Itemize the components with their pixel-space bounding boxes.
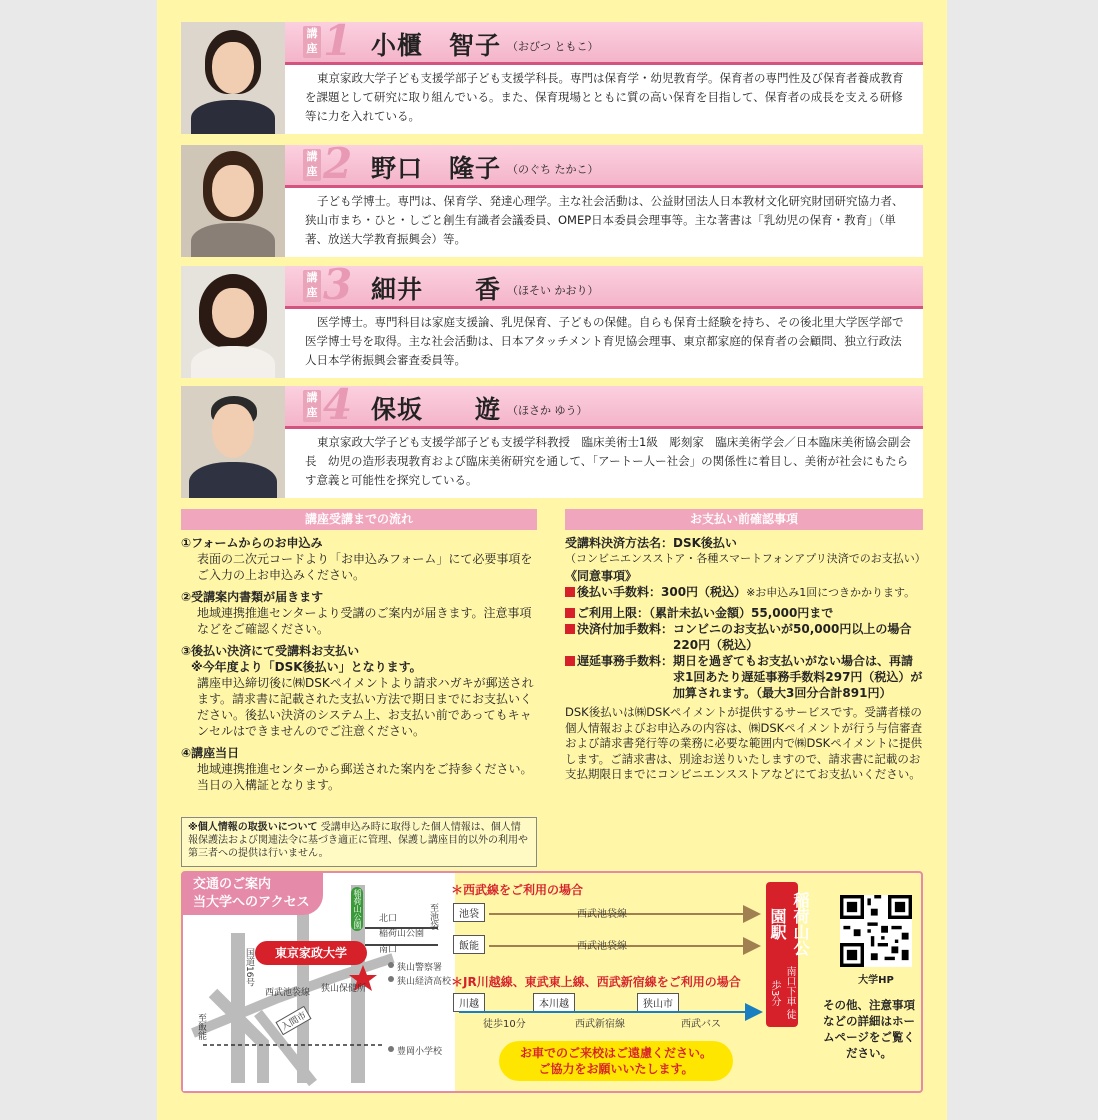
step-title: ②受講案内書類が届きます [181,590,324,604]
lecturer-photo [181,266,285,378]
car-notice [499,1041,733,1081]
step-title: ④講座当日 [181,746,240,760]
map-label-station: 稲荷山公園 [353,889,362,929]
access-title [183,873,323,915]
station-sub: 南口下車 徒歩3分 [769,966,795,1020]
red-bullet-icon [565,624,575,634]
station-honkawagoe: 本川越 [533,993,575,1012]
station-hanno: 飯能 [453,935,485,954]
lecturer-card [181,260,923,378]
lecturer-description: 東京家政大学子ども支援学部子ども支援学科教授 臨床美術士1級 彫刻家 臨床美術学会／日本臨床美術協会副会長 幼児の造形表現教育および臨床美術研究を通して、「アートー人ー社会」の関係性に着目し、美術が社会にもたらす意義と可能性を探究している。 [285,429,923,498]
lecturer-description: 医学博士。専門科目は家庭支援論、乳児保育、子どもの保健。自らも保育士経験を持ち、その後北里大学医学部で医学博士号を取得。主な社会活動は、日本アタッチメント育児協会理事、東京都家庭的保育者の会顧問、独立行政法人日本学術振興会審査委員等。 [285,309,923,378]
arrow-right-icon [743,905,761,923]
privacy-notice [181,817,537,867]
qr-code[interactable] [840,895,912,967]
privacy-body: 受講申込み時に取得した個人情報は、個人情報保護法および関連法令に基づき適正に管理、保護し講座目的以外の利用や第三者への提供は行いません。 [188,822,528,859]
bus-label: 西武バス [681,1019,721,1030]
map-label: 豊岡小学校 [397,1047,443,1057]
lecturer-name: 細井 香 [371,275,502,304]
dsk-note: DSK後払いは㈱DSKペイメントが提供するサービスです。受講者様の個人情報およびお申込みの内容は、㈱DSKペイメントが行う与信審査および請求書発行等の業務に必要な範囲内で㈱DSKペイメントに提供します。ご請求書は、別途お送りいたしますので、請求書に記載のお支払期限日までにコンビニエンスストアなどにてお支払いください。 [565,705,923,781]
access-map [183,873,455,1091]
arrow-right-icon [743,937,761,955]
lecturer-name: 小櫃 智子 [371,31,502,60]
qr-code-icon [840,895,912,967]
lecturer-ruby: （ほさか ゆう） [507,404,588,417]
step-body: 地域連携推進センターより受講のご案内が届きます。注意事項などをご確認ください。 [197,606,532,636]
arrow-right-icon [745,1003,763,1021]
limit: ご利用上限：（累計未払い金額）55,000円まで [577,606,834,620]
access-box [181,871,923,1093]
step-body: 表面の二次元コードより「お申込みフォーム」にて必要事項をご入力の上お申込みください。 [197,552,533,582]
step-note: ※今年度より「DSK後払い」となります。 [191,660,422,674]
payment-method: 受講料決済方法名：DSK後払い [565,536,737,550]
map-label: 稲荷山公園 [379,929,425,939]
shinjuku-line-label: 西武新宿線 [575,1019,625,1030]
seibu-route-title: ＊西武線をご利用の場合 [451,883,584,897]
lecture-number: 1 [323,16,353,65]
lecturer-photo [181,22,285,134]
lecturer-name-bar [285,380,923,429]
lecturer-description: 子ども学博士。専門は、保育学、発達心理学。主な社会活動は、公益財団法人日本教材文化研究財団研究協力者、狭山市まち・ひと・しごと創生有識者会議委員、OMEP日本委員会理事等。主な著書は「乳幼児の保育・教育」（単著、放送大学教育振興会）等。 [285,188,923,257]
consent-title: 《同意事項》 [565,569,638,583]
lecturer-card [181,139,923,257]
lecturer-name: 保坂 遊 [371,395,502,424]
map-label: 狭山警察署 [397,963,443,973]
red-bullet-icon [565,608,575,618]
map-label: 入間市 [275,1006,311,1035]
late-label: 遅延事務手数料： [577,654,674,668]
seibu-line-label: 西武池袋線 [577,909,627,920]
route-line [459,1011,753,1013]
lecturer-description: 東京家政大学子ども支援学部子ども支援学科長。専門は保育学・幼児教育学。保育者の専門性及び保育者養成教育を課題として研究に取り組んでいる。また、保育現場とともに質の高い保育を目指して、保育者の成長を支える研修等に力を入れている。 [285,65,923,134]
more-info: その他、注意事項などの詳細はホームページをご覧ください。 [823,998,915,1060]
step-body: 講座申込締切後に㈱DSKペイメントより請求ハガキが郵送されます。請求書に記載された支払い方法で期日までにお支払いください。後払い決済のシステム上、お支払い前であってもキャンセルはできませんのでご注意ください。 [197,676,534,738]
lecturer-ruby: （ほそい かおり） [507,284,599,297]
kouza-badge: 講座 [303,26,321,58]
qr-label: 大学HP [858,975,894,986]
payment-details [565,535,926,783]
red-bullet-icon [565,656,575,666]
lecturer-name-bar [285,16,923,65]
step-title: ③後払い決済にて受講料お支払い [181,644,360,658]
map-label: 至飯能 [196,1013,206,1040]
lecturer-card [181,380,923,498]
lecturer-name-bar [285,260,923,309]
privacy-title: ※個人情報の取扱いについて [188,822,318,833]
lecturer-photo [181,386,285,498]
fee-label: 後払い手数料：300円（税込） [577,585,747,599]
red-bullet-icon [565,587,575,597]
kouza-badge: 講座 [303,149,321,181]
map-label: 至池袋 [428,903,438,930]
lecture-number: 3 [323,260,353,309]
lecturer-ruby: （おびつ ともこ） [507,40,599,53]
map-label: 南口 [379,945,398,955]
payment-method-sub: （コンビニエンスストア・各種スマートフォンアプリ決済でのお支払い） [565,552,926,565]
access-title-line1: 交通のご案内 [193,877,272,892]
map-label: 北口 [379,914,398,924]
brochure-page [157,0,947,1120]
kouza-badge: 講座 [303,390,321,422]
step-title: ①フォームからのお申込み [181,536,323,550]
station-kawagoe: 川越 [453,993,485,1012]
access-title-line2: 当大学へのアクセス [193,895,310,910]
map-label: 狭山保健所 [321,984,367,994]
flow-steps [181,535,537,793]
walk-label: 徒歩10分 [483,1019,526,1030]
surcharge-label: 決済付加手数料： [577,622,674,636]
lecturer-photo [181,145,285,257]
surcharge: コンビニのお支払いが50,000円以上の場合 220円（税込） [673,622,924,652]
car-notice-line2: ご協力をお願いいたします。 [538,1062,694,1076]
station-ikebukuro: 池袋 [453,903,485,922]
station-inariyamakoen [766,882,810,1027]
payment-heading: お支払い前確認事項 [565,509,923,530]
seibu-line-label: 西武池袋線 [577,941,627,952]
university-marker: 東京家政大学 [255,941,367,965]
lecturer-card [181,16,923,134]
station-name: 稲荷山公園駅 [768,892,810,956]
flow-heading: 講座受講までの流れ [181,509,537,530]
kouza-badge: 講座 [303,270,321,302]
car-notice-line1: お車でのご来校はご遠慮ください。 [519,1046,712,1060]
late-fee: 期日を過ぎてもお支払いがない場合は、再請求1回あたり遅延事務手数料297円（税込）が加算されます。（最大3回分合計891円） [673,654,923,700]
station-sayamashi: 狭山市 [637,993,679,1012]
map-label: 国道16号 [244,948,254,987]
fee-note: ※お申込み1回につきかかります。 [746,586,916,599]
map-label: 西武池袋線 [265,988,311,998]
lecturer-ruby: （のぐち たかこ） [507,163,599,176]
lecturer-name: 野口 隆子 [371,154,502,183]
lecture-number: 2 [323,139,353,188]
step-body: 地域連携推進センターから郵送された案内をご持参ください。当日の入構証となります。 [197,762,533,792]
lecture-number: 4 [323,380,353,429]
jr-route-title: ＊JR川越線、東武東上線、西武新宿線をご利用の場合 [451,975,741,989]
lecturer-name-bar [285,139,923,188]
map-label: 狭山経済高校 [397,977,452,987]
